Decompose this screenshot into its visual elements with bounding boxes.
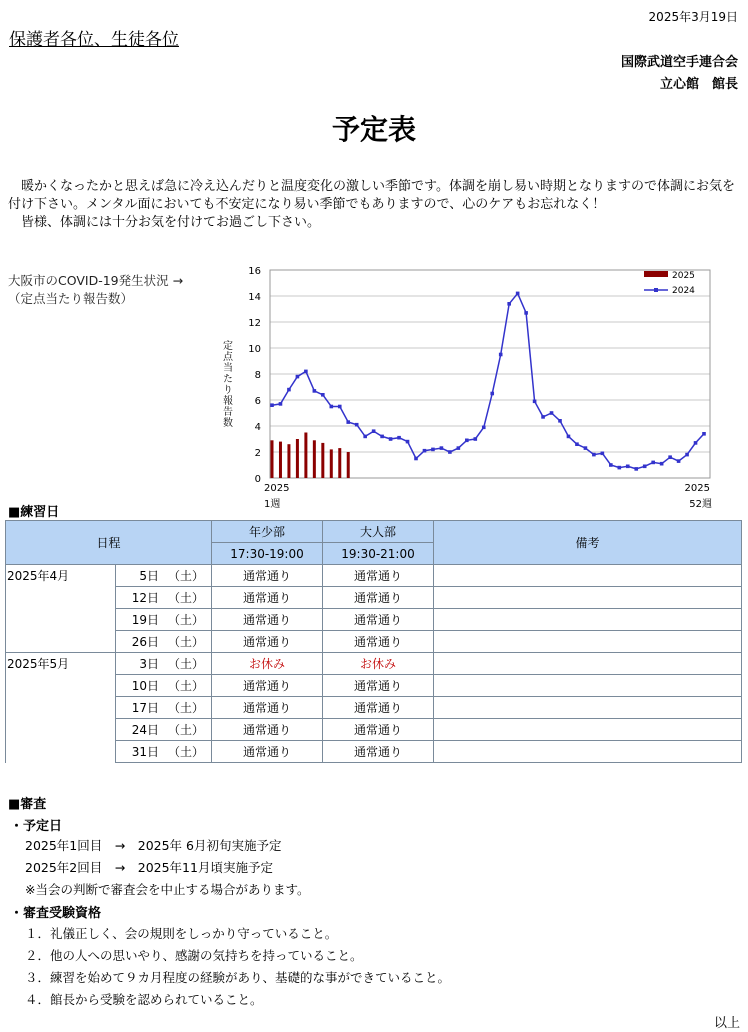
weekday-cell: （土）	[161, 675, 212, 697]
exam-schedule-line: 2025年1回目 → 2025年 6月初旬実施予定	[25, 838, 282, 853]
point-2024	[296, 375, 300, 379]
closing-text: 以上	[713, 1016, 740, 1031]
exam-qual-line: ３．練習を始めて９カ月程度の経験があり、基礎的な事ができていること。	[25, 970, 451, 985]
bar-2025	[304, 433, 307, 479]
covid-caption-line: （定点当たり報告数）	[8, 291, 134, 306]
month-cell: 2025年4月	[6, 565, 116, 587]
point-2024	[643, 465, 647, 469]
month-cell	[6, 675, 116, 697]
adult-status-cell: 通常通り	[323, 697, 434, 719]
point-2024	[499, 353, 503, 357]
junior-status-cell: お休み	[212, 653, 323, 675]
day-cell: 3日	[116, 653, 162, 675]
point-2024	[473, 437, 477, 441]
point-2024	[380, 435, 384, 439]
month-cell	[6, 587, 116, 609]
adult-status-cell: 通常通り	[323, 565, 434, 587]
point-2024	[541, 415, 545, 419]
y-tick-label: 10	[248, 344, 261, 355]
point-2024	[702, 432, 706, 436]
junior-status-cell: 通常通り	[212, 741, 323, 763]
bar-2025	[279, 442, 282, 478]
x-label-end-year: 2025	[684, 483, 710, 494]
point-2024	[617, 466, 621, 470]
y-tick-label: 14	[248, 292, 261, 303]
bar-2025	[347, 452, 350, 478]
point-2024	[524, 311, 528, 315]
col-schedule: 日程	[6, 521, 212, 565]
x-label-start-year: 2025	[264, 483, 290, 494]
weekday-cell: （土）	[161, 719, 212, 741]
y-tick-label: 2	[254, 448, 261, 459]
note-cell	[434, 653, 742, 675]
bar-2025	[313, 440, 316, 478]
junior-status-cell: 通常通り	[212, 587, 323, 609]
exam-schedule-line: ※当会の判断で審査会を中止する場合があります。	[25, 882, 310, 897]
exam-qual-line: １．礼儀正しく、会の規則をしっかり守っていること。	[25, 926, 338, 941]
bar-2025	[296, 439, 299, 478]
day-cell: 17日	[116, 697, 162, 719]
point-2024	[270, 403, 274, 407]
point-2024	[516, 292, 520, 296]
table-row	[6, 587, 742, 609]
month-cell	[6, 697, 116, 719]
junior-status-cell: 通常通り	[212, 675, 323, 697]
month-cell	[6, 719, 116, 741]
exam-schedule-line: 2025年2回目 → 2025年11月頃実施予定	[25, 860, 273, 875]
col-adult: 大人部	[323, 521, 434, 543]
bar-2025	[271, 440, 274, 478]
day-cell: 24日	[116, 719, 162, 741]
col-notes: 備考	[434, 521, 742, 565]
point-2024	[397, 436, 401, 440]
intro-paragraph: 皆様、体調には十分お気を付けてお過ごし下さい。	[8, 215, 321, 230]
note-cell	[434, 631, 742, 653]
month-cell	[6, 631, 116, 653]
practice-table	[5, 520, 742, 763]
legend-marker-2024	[654, 288, 658, 292]
day-cell: 12日	[116, 587, 162, 609]
y-tick-label: 8	[254, 370, 261, 381]
day-cell: 10日	[116, 675, 162, 697]
day-cell: 26日	[116, 631, 162, 653]
adult-status-cell: 通常通り	[323, 675, 434, 697]
point-2024	[414, 457, 418, 461]
point-2024	[575, 442, 579, 446]
point-2024	[355, 423, 359, 427]
adult-status-cell: 通常通り	[323, 741, 434, 763]
note-cell	[434, 741, 742, 763]
note-cell	[434, 609, 742, 631]
addressee: 保護者各位、生徒各位	[9, 30, 179, 50]
organization-leader: 立心館 館長	[659, 77, 738, 92]
series-line-2024	[272, 293, 704, 469]
adult-status-cell: お休み	[323, 653, 434, 675]
weekday-cell: （土）	[161, 653, 212, 675]
junior-status-cell: 通常通り	[212, 609, 323, 631]
point-2024	[626, 465, 630, 469]
adult-status-cell: 通常通り	[323, 587, 434, 609]
table-row	[6, 653, 742, 675]
point-2024	[533, 400, 537, 404]
point-2024	[321, 393, 325, 397]
table-row	[6, 675, 742, 697]
weekday-cell: （土）	[161, 609, 212, 631]
day-cell: 19日	[116, 609, 162, 631]
weekday-cell: （土）	[161, 631, 212, 653]
intro-paragraph: 暖かくなったかと思えば急に冷え込んだりと温度変化の激しい季節です。体調を崩し易い時期となりますので体調にお気を付け下さい。メンタル面においても不安定になり易い季節でもありますので、心のケアもお忘れなく！	[8, 179, 735, 212]
junior-status-cell: 通常通り	[212, 697, 323, 719]
point-2024	[592, 453, 596, 457]
point-2024	[423, 449, 427, 453]
x-label-end-week: 52週	[689, 499, 712, 510]
table-row	[6, 697, 742, 719]
covid-caption	[8, 272, 183, 308]
note-cell	[434, 587, 742, 609]
legend-label-2025: 2025	[672, 271, 695, 281]
table-row	[6, 719, 742, 741]
point-2024	[457, 446, 461, 450]
point-2024	[482, 426, 486, 430]
table-row	[6, 741, 742, 763]
point-2024	[694, 441, 698, 445]
month-cell: 2025年5月	[6, 653, 116, 675]
covid-caption-line: 大阪市のCOVID-19発生状況 →	[8, 273, 184, 288]
exam-schedule-heading: ・予定日	[10, 819, 63, 834]
month-cell	[6, 741, 116, 763]
document-date: 2025年3月19日	[648, 10, 738, 24]
y-tick-label: 12	[248, 318, 261, 329]
point-2024	[329, 405, 333, 409]
bar-2025	[287, 444, 290, 478]
point-2024	[287, 388, 291, 392]
bar-2025	[330, 449, 333, 478]
y-axis-label: 定点当たり報告数	[220, 340, 232, 428]
covid-chart	[218, 262, 718, 514]
point-2024	[279, 402, 283, 406]
day-cell: 31日	[116, 741, 162, 763]
point-2024	[609, 463, 613, 467]
point-2024	[584, 446, 588, 450]
weekday-cell: （土）	[161, 587, 212, 609]
weekday-cell: （土）	[161, 741, 212, 763]
note-cell	[434, 697, 742, 719]
legend-swatch-2025	[644, 271, 668, 277]
point-2024	[448, 450, 452, 454]
exam-qual-heading: ・審査受験資格	[10, 906, 102, 921]
intro-text	[8, 178, 738, 232]
y-tick-label: 0	[254, 474, 261, 485]
point-2024	[601, 452, 605, 456]
point-2024	[558, 419, 562, 423]
point-2024	[668, 455, 672, 459]
point-2024	[363, 435, 367, 439]
y-tick-label: 16	[248, 266, 261, 277]
organization-name: 国際武道空手連合会	[620, 55, 738, 70]
point-2024	[313, 389, 317, 393]
col-junior-time: 17:30-19:00	[212, 543, 323, 565]
legend-label-2024: 2024	[672, 286, 695, 296]
point-2024	[389, 437, 393, 441]
point-2024	[465, 439, 469, 443]
adult-status-cell: 通常通り	[323, 609, 434, 631]
note-cell	[434, 565, 742, 587]
adult-status-cell: 通常通り	[323, 631, 434, 653]
weekday-cell: （土）	[161, 565, 212, 587]
point-2024	[634, 467, 638, 471]
bar-2025	[321, 443, 324, 478]
junior-status-cell: 通常通り	[212, 631, 323, 653]
col-adult-time: 19:30-21:00	[323, 543, 434, 565]
point-2024	[651, 461, 655, 465]
point-2024	[685, 453, 689, 457]
point-2024	[304, 370, 308, 374]
point-2024	[431, 448, 435, 452]
month-cell	[6, 609, 116, 631]
bar-2025	[338, 448, 341, 478]
point-2024	[677, 459, 681, 463]
table-row	[6, 631, 742, 653]
weekday-cell: （土）	[161, 697, 212, 719]
col-junior: 年少部	[212, 521, 323, 543]
table-row	[6, 565, 742, 587]
note-cell	[434, 675, 742, 697]
exam-heading: ■審査	[8, 797, 47, 812]
junior-status-cell: 通常通り	[212, 565, 323, 587]
day-cell: 5日	[116, 565, 162, 587]
point-2024	[550, 411, 554, 415]
y-tick-label: 4	[254, 422, 261, 433]
junior-status-cell: 通常通り	[212, 719, 323, 741]
point-2024	[346, 420, 350, 424]
table-row	[6, 609, 742, 631]
adult-status-cell: 通常通り	[323, 719, 434, 741]
page-title: 予定表	[331, 113, 416, 146]
exam-qual-line: ２．他の人への思いやり、感謝の気持ちを持っていること。	[25, 948, 363, 963]
point-2024	[338, 405, 342, 409]
point-2024	[660, 462, 664, 466]
note-cell	[434, 719, 742, 741]
point-2024	[490, 392, 494, 396]
x-label-start-week: 1週	[264, 499, 281, 510]
point-2024	[440, 446, 444, 450]
point-2024	[507, 302, 511, 306]
point-2024	[567, 435, 571, 439]
point-2024	[372, 429, 376, 433]
point-2024	[406, 440, 410, 444]
exam-qual-line: ４．館長から受験を認められていること。	[25, 992, 263, 1007]
practice-heading: ■練習日	[8, 505, 60, 520]
y-tick-label: 6	[254, 396, 261, 407]
